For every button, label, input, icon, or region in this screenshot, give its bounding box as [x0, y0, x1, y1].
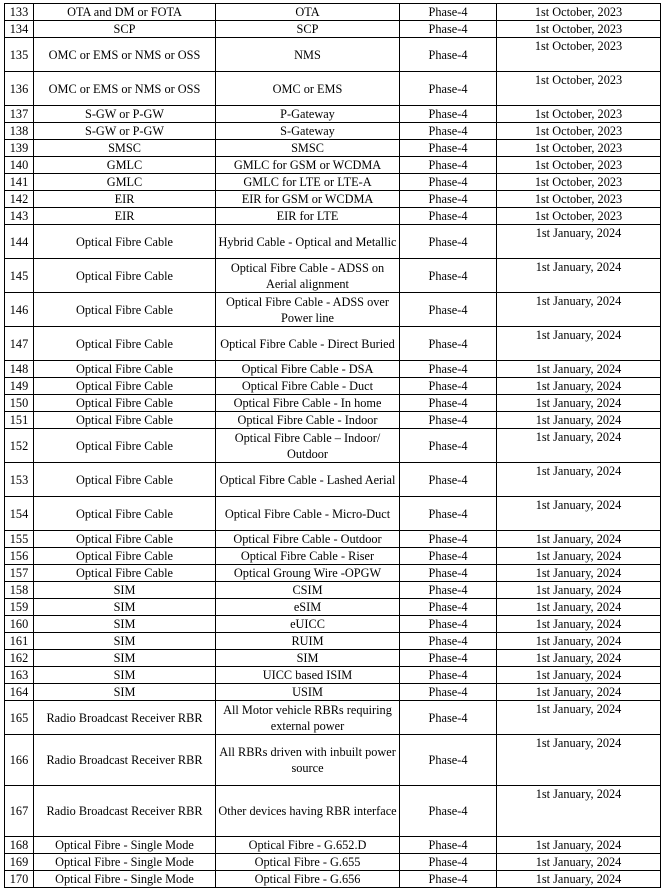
- table-row: [5, 854, 661, 871]
- phase-cell: Phase-4: [400, 871, 497, 888]
- category-cell: Radio Broadcast Receiver RBR: [34, 701, 216, 735]
- category-cell: Optical Fibre Cable: [34, 497, 216, 531]
- effective-date-cell: 1st January, 2024: [497, 735, 661, 786]
- effective-date-cell: 1st January, 2024: [497, 599, 661, 616]
- phase-cell: Phase-4: [400, 548, 497, 565]
- product-cell: UICC based ISIM: [216, 667, 400, 684]
- effective-date-cell: 1st January, 2024: [497, 548, 661, 565]
- serial-number-cell: 170: [5, 871, 34, 888]
- serial-number-cell: 139: [5, 140, 34, 157]
- table-row: [5, 72, 661, 106]
- effective-date-cell: 1st October, 2023: [497, 208, 661, 225]
- serial-number-cell: 165: [5, 701, 34, 735]
- table-row: [5, 837, 661, 854]
- effective-date-cell: 1st January, 2024: [497, 786, 661, 837]
- phase-cell: Phase-4: [400, 565, 497, 582]
- phase-cell: Phase-4: [400, 463, 497, 497]
- serial-number-cell: 159: [5, 599, 34, 616]
- category-cell: Radio Broadcast Receiver RBR: [34, 735, 216, 786]
- table-row: [5, 4, 661, 21]
- category-cell: OMC or EMS or NMS or OSS: [34, 38, 216, 72]
- serial-number-cell: 162: [5, 650, 34, 667]
- category-cell: S-GW or P-GW: [34, 106, 216, 123]
- phase-cell: Phase-4: [400, 701, 497, 735]
- serial-number-cell: 151: [5, 412, 34, 429]
- phase-cell: Phase-4: [400, 21, 497, 38]
- effective-date-cell: 1st January, 2024: [497, 225, 661, 259]
- serial-number-cell: 150: [5, 395, 34, 412]
- phase-cell: Phase-4: [400, 616, 497, 633]
- serial-number-cell: 142: [5, 191, 34, 208]
- effective-date-cell: 1st January, 2024: [497, 463, 661, 497]
- category-cell: GMLC: [34, 157, 216, 174]
- serial-number-cell: 152: [5, 429, 34, 463]
- product-cell: Optical Fibre Cable - Duct: [216, 378, 400, 395]
- effective-date-cell: 1st January, 2024: [497, 854, 661, 871]
- effective-date-cell: 1st January, 2024: [497, 293, 661, 327]
- table-row: [5, 361, 661, 378]
- phase-cell: Phase-4: [400, 293, 497, 327]
- phase-cell: Phase-4: [400, 854, 497, 871]
- serial-number-cell: 156: [5, 548, 34, 565]
- effective-date-cell: 1st January, 2024: [497, 378, 661, 395]
- category-cell: Optical Fibre Cable: [34, 293, 216, 327]
- serial-number-cell: 160: [5, 616, 34, 633]
- effective-date-cell: 1st October, 2023: [497, 140, 661, 157]
- category-cell: SIM: [34, 650, 216, 667]
- effective-date-cell: 1st October, 2023: [497, 123, 661, 140]
- product-cell: S-Gateway: [216, 123, 400, 140]
- product-cell: SIM: [216, 650, 400, 667]
- table-row: [5, 395, 661, 412]
- category-cell: Optical Fibre Cable: [34, 531, 216, 548]
- category-cell: SIM: [34, 633, 216, 650]
- table-row: [5, 463, 661, 497]
- phase-cell: Phase-4: [400, 650, 497, 667]
- product-cell: EIR for LTE: [216, 208, 400, 225]
- phase-cell: Phase-4: [400, 38, 497, 72]
- phase-cell: Phase-4: [400, 582, 497, 599]
- table-row: [5, 531, 661, 548]
- serial-number-cell: 148: [5, 361, 34, 378]
- category-cell: Optical Fibre Cable: [34, 565, 216, 582]
- effective-date-cell: 1st October, 2023: [497, 174, 661, 191]
- category-cell: Optical Fibre Cable: [34, 463, 216, 497]
- phase-cell: Phase-4: [400, 378, 497, 395]
- serial-number-cell: 168: [5, 837, 34, 854]
- effective-date-cell: 1st January, 2024: [497, 327, 661, 361]
- effective-date-cell: 1st October, 2023: [497, 106, 661, 123]
- table-row: [5, 208, 661, 225]
- phase-cell: Phase-4: [400, 191, 497, 208]
- phase-cell: Phase-4: [400, 412, 497, 429]
- effective-date-cell: 1st January, 2024: [497, 582, 661, 599]
- table-row: [5, 225, 661, 259]
- serial-number-cell: 163: [5, 667, 34, 684]
- category-cell: Optical Fibre Cable: [34, 548, 216, 565]
- effective-date-cell: 1st October, 2023: [497, 4, 661, 21]
- category-cell: SIM: [34, 616, 216, 633]
- product-cell: Hybrid Cable - Optical and Metallic: [216, 225, 400, 259]
- product-cell: Optical Fibre Cable - DSA: [216, 361, 400, 378]
- serial-number-cell: 143: [5, 208, 34, 225]
- table-row: [5, 667, 661, 684]
- phase-cell: Phase-4: [400, 429, 497, 463]
- table-body: [5, 4, 661, 888]
- product-cell: Optical Fibre Cable - Micro-Duct: [216, 497, 400, 531]
- serial-number-cell: 167: [5, 786, 34, 837]
- product-cell: Optical Fibre - G.652.D: [216, 837, 400, 854]
- table-row: [5, 106, 661, 123]
- phase-cell: Phase-4: [400, 208, 497, 225]
- table-row: [5, 38, 661, 72]
- category-cell: Optical Fibre Cable: [34, 327, 216, 361]
- product-cell: Optical Fibre - G.655: [216, 854, 400, 871]
- product-cell: P-Gateway: [216, 106, 400, 123]
- phase-cell: Phase-4: [400, 599, 497, 616]
- table-row: [5, 565, 661, 582]
- table-row: [5, 412, 661, 429]
- category-cell: SIM: [34, 582, 216, 599]
- serial-number-cell: 146: [5, 293, 34, 327]
- phase-cell: Phase-4: [400, 4, 497, 21]
- serial-number-cell: 141: [5, 174, 34, 191]
- serial-number-cell: 155: [5, 531, 34, 548]
- product-cell: All RBRs driven with inbuilt power source: [216, 735, 400, 786]
- serial-number-cell: 138: [5, 123, 34, 140]
- product-schedule-table: [4, 3, 661, 888]
- effective-date-cell: 1st October, 2023: [497, 21, 661, 38]
- product-cell: NMS: [216, 38, 400, 72]
- effective-date-cell: 1st October, 2023: [497, 157, 661, 174]
- effective-date-cell: 1st January, 2024: [497, 259, 661, 293]
- table-row: [5, 582, 661, 599]
- table-row: [5, 259, 661, 293]
- category-cell: S-GW or P-GW: [34, 123, 216, 140]
- product-cell: eUICC: [216, 616, 400, 633]
- serial-number-cell: 137: [5, 106, 34, 123]
- table-row: [5, 684, 661, 701]
- product-cell: EIR for GSM or WCDMA: [216, 191, 400, 208]
- serial-number-cell: 169: [5, 854, 34, 871]
- phase-cell: Phase-4: [400, 157, 497, 174]
- product-cell: Other devices having RBR interface: [216, 786, 400, 837]
- effective-date-cell: 1st January, 2024: [497, 650, 661, 667]
- product-cell: Optical Fibre Cable - Direct Buried: [216, 327, 400, 361]
- effective-date-cell: 1st January, 2024: [497, 412, 661, 429]
- phase-cell: Phase-4: [400, 531, 497, 548]
- category-cell: Optical Fibre - Single Mode: [34, 854, 216, 871]
- serial-number-cell: 145: [5, 259, 34, 293]
- effective-date-cell: 1st January, 2024: [497, 429, 661, 463]
- effective-date-cell: 1st October, 2023: [497, 72, 661, 106]
- product-cell: Optical Fibre Cable - Lashed Aerial: [216, 463, 400, 497]
- category-cell: EIR: [34, 191, 216, 208]
- category-cell: Optical Fibre - Single Mode: [34, 871, 216, 888]
- phase-cell: Phase-4: [400, 72, 497, 106]
- category-cell: Radio Broadcast Receiver RBR: [34, 786, 216, 837]
- category-cell: SIM: [34, 667, 216, 684]
- serial-number-cell: 147: [5, 327, 34, 361]
- phase-cell: Phase-4: [400, 667, 497, 684]
- effective-date-cell: 1st January, 2024: [497, 565, 661, 582]
- category-cell: SCP: [34, 21, 216, 38]
- phase-cell: Phase-4: [400, 327, 497, 361]
- product-cell: RUIM: [216, 633, 400, 650]
- product-cell: Optical Fibre Cable - Outdoor: [216, 531, 400, 548]
- serial-number-cell: 135: [5, 38, 34, 72]
- phase-cell: Phase-4: [400, 837, 497, 854]
- table-row: [5, 871, 661, 888]
- category-cell: Optical Fibre Cable: [34, 429, 216, 463]
- product-cell: Optical Fibre - G.656: [216, 871, 400, 888]
- serial-number-cell: 157: [5, 565, 34, 582]
- effective-date-cell: 1st January, 2024: [497, 837, 661, 854]
- product-cell: OTA: [216, 4, 400, 21]
- table-row: [5, 497, 661, 531]
- effective-date-cell: 1st January, 2024: [497, 616, 661, 633]
- phase-cell: Phase-4: [400, 123, 497, 140]
- table-row: [5, 157, 661, 174]
- category-cell: EIR: [34, 208, 216, 225]
- category-cell: SIM: [34, 599, 216, 616]
- product-cell: USIM: [216, 684, 400, 701]
- table-row: [5, 123, 661, 140]
- serial-number-cell: 133: [5, 4, 34, 21]
- product-cell: Optical Fibre Cable - ADSS on Aerial alignment: [216, 259, 400, 293]
- category-cell: GMLC: [34, 174, 216, 191]
- product-cell: GMLC for GSM or WCDMA: [216, 157, 400, 174]
- table-row: [5, 191, 661, 208]
- product-cell: Optical Fibre Cable – Indoor/ Outdoor: [216, 429, 400, 463]
- effective-date-cell: 1st January, 2024: [497, 871, 661, 888]
- product-cell: Optical Groung Wire -OPGW: [216, 565, 400, 582]
- table-row: [5, 293, 661, 327]
- effective-date-cell: 1st January, 2024: [497, 633, 661, 650]
- phase-cell: Phase-4: [400, 684, 497, 701]
- serial-number-cell: 158: [5, 582, 34, 599]
- table-row: [5, 21, 661, 38]
- serial-number-cell: 144: [5, 225, 34, 259]
- table-row: [5, 786, 661, 837]
- product-cell: Optical Fibre Cable - In home: [216, 395, 400, 412]
- product-cell: OMC or EMS: [216, 72, 400, 106]
- table-row: [5, 599, 661, 616]
- category-cell: Optical Fibre - Single Mode: [34, 837, 216, 854]
- product-cell: Optical Fibre Cable - ADSS over Power line: [216, 293, 400, 327]
- table-row: [5, 174, 661, 191]
- table-row: [5, 701, 661, 735]
- category-cell: OTA and DM or FOTA: [34, 4, 216, 21]
- category-cell: OMC or EMS or NMS or OSS: [34, 72, 216, 106]
- table-row: [5, 378, 661, 395]
- category-cell: SIM: [34, 684, 216, 701]
- category-cell: Optical Fibre Cable: [34, 361, 216, 378]
- product-cell: Optical Fibre Cable - Riser: [216, 548, 400, 565]
- product-cell: SCP: [216, 21, 400, 38]
- serial-number-cell: 166: [5, 735, 34, 786]
- table-row: [5, 616, 661, 633]
- serial-number-cell: 136: [5, 72, 34, 106]
- table-row: [5, 650, 661, 667]
- effective-date-cell: 1st January, 2024: [497, 531, 661, 548]
- category-cell: SMSC: [34, 140, 216, 157]
- phase-cell: Phase-4: [400, 786, 497, 837]
- table-row: [5, 327, 661, 361]
- table-row: [5, 429, 661, 463]
- effective-date-cell: 1st January, 2024: [497, 701, 661, 735]
- phase-cell: Phase-4: [400, 633, 497, 650]
- product-cell: All Motor vehicle RBRs requiring external power: [216, 701, 400, 735]
- category-cell: Optical Fibre Cable: [34, 378, 216, 395]
- effective-date-cell: 1st January, 2024: [497, 497, 661, 531]
- product-cell: SMSC: [216, 140, 400, 157]
- serial-number-cell: 153: [5, 463, 34, 497]
- product-cell: CSIM: [216, 582, 400, 599]
- table-row: [5, 140, 661, 157]
- phase-cell: Phase-4: [400, 174, 497, 191]
- phase-cell: Phase-4: [400, 395, 497, 412]
- phase-cell: Phase-4: [400, 225, 497, 259]
- table-row: [5, 548, 661, 565]
- effective-date-cell: 1st January, 2024: [497, 361, 661, 378]
- phase-cell: Phase-4: [400, 140, 497, 157]
- effective-date-cell: 1st January, 2024: [497, 684, 661, 701]
- serial-number-cell: 164: [5, 684, 34, 701]
- phase-cell: Phase-4: [400, 497, 497, 531]
- table-row: [5, 633, 661, 650]
- phase-cell: Phase-4: [400, 106, 497, 123]
- serial-number-cell: 149: [5, 378, 34, 395]
- phase-cell: Phase-4: [400, 259, 497, 293]
- serial-number-cell: 154: [5, 497, 34, 531]
- serial-number-cell: 161: [5, 633, 34, 650]
- effective-date-cell: 1st October, 2023: [497, 191, 661, 208]
- phase-cell: Phase-4: [400, 735, 497, 786]
- product-cell: eSIM: [216, 599, 400, 616]
- effective-date-cell: 1st January, 2024: [497, 395, 661, 412]
- product-cell: GMLC for LTE or LTE-A: [216, 174, 400, 191]
- category-cell: Optical Fibre Cable: [34, 412, 216, 429]
- effective-date-cell: 1st October, 2023: [497, 38, 661, 72]
- product-cell: Optical Fibre Cable - Indoor: [216, 412, 400, 429]
- table-row: [5, 735, 661, 786]
- serial-number-cell: 134: [5, 21, 34, 38]
- effective-date-cell: 1st January, 2024: [497, 667, 661, 684]
- category-cell: Optical Fibre Cable: [34, 225, 216, 259]
- category-cell: Optical Fibre Cable: [34, 395, 216, 412]
- phase-cell: Phase-4: [400, 361, 497, 378]
- category-cell: Optical Fibre Cable: [34, 259, 216, 293]
- serial-number-cell: 140: [5, 157, 34, 174]
